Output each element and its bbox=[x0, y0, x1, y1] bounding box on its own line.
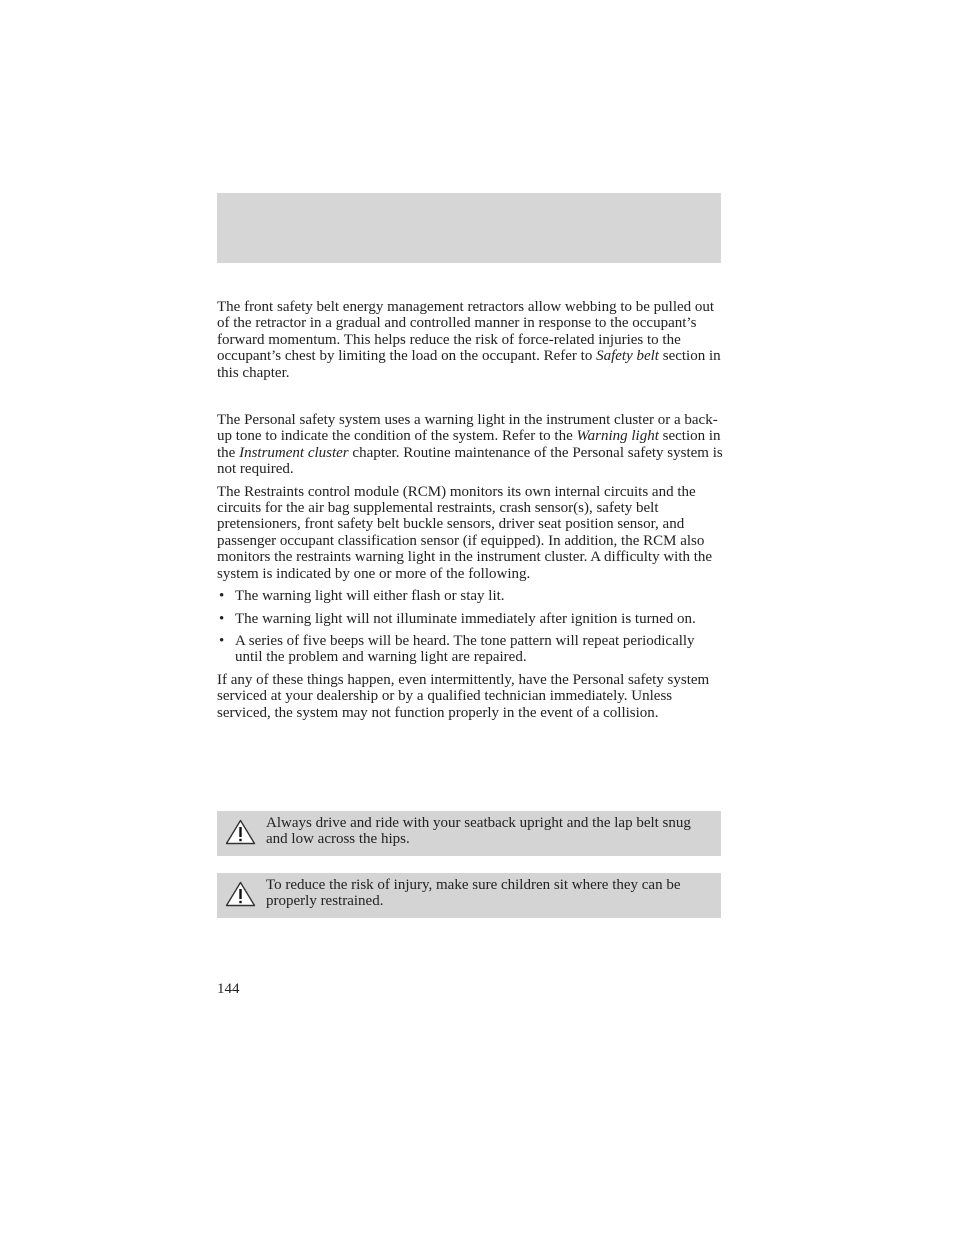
rcm-paragraph: The Restraints control module (RCM) monitors its own internal circuits and the circuits for the air bag supplemental restraints, crash sensor(s), safety belt pretensioners, front safety belt buckle sensors, driver seat position sensor, and passenger occupant classification sensor (if equipped). In addition, the RCM also monitors the restraints warning light in the instrument cluster. A difficulty with the system is indicated by one or more of the following. bbox=[217, 483, 713, 582]
section-header-bar bbox=[217, 193, 721, 263]
warning-triangle-icon bbox=[225, 819, 256, 845]
bullet-icon: • bbox=[219, 588, 225, 605]
page-number: 144 bbox=[217, 981, 240, 997]
instrument-cluster-reference: Instrument cluster bbox=[239, 444, 349, 461]
retractor-paragraph: The front safety belt energy management retractors allow webbing to be pulled out of the retractor in a gradual and controlled manner in response to the occupant’s forward momentum. This helps reduce the risk of force-related injuries to the occupant’s chest by limiting the load on the occupant. Refer to Safety belt section in this chapter. bbox=[217, 299, 721, 381]
list-item: • The warning light will either flash or stay lit. bbox=[219, 588, 505, 605]
warning-text: To reduce the risk of injury, make sure children sit where they can be properly restrained. bbox=[266, 877, 681, 910]
warning-light-reference: Warning light bbox=[576, 428, 659, 445]
warning-box bbox=[217, 811, 721, 856]
warning-box bbox=[217, 873, 721, 918]
warning-text: Always drive and ride with your seatback upright and the lap belt snug and low across the hips. bbox=[266, 815, 691, 848]
list-item: • A series of five beeps will be heard. The tone pattern will repeat periodically until the problem and warning light are repaired. bbox=[219, 632, 695, 666]
bullet-icon: • bbox=[219, 610, 225, 627]
warning-triangle-icon bbox=[225, 881, 256, 907]
safety-belt-reference: Safety belt bbox=[596, 348, 659, 365]
symptom-list bbox=[217, 588, 723, 666]
main-content bbox=[217, 299, 723, 721]
list-item: • The warning light will not illuminate immediately after ignition is turned on. bbox=[219, 610, 696, 627]
warning-system-paragraph: The Personal safety system uses a warning light in the instrument cluster or a back-up tone to indicate the condition of the system. Refer to the Warning light section in the Instrument cluster chapter. Routine maintenance of the Personal safety system is not required. bbox=[217, 412, 723, 478]
service-paragraph: If any of these things happen, even intermittently, have the Personal safety system serviced at your dealership or by a qualified technician immediately. Unless serviced, the system may not function properly in the event of a collision. bbox=[217, 671, 710, 721]
bullet-icon: • bbox=[219, 632, 225, 649]
